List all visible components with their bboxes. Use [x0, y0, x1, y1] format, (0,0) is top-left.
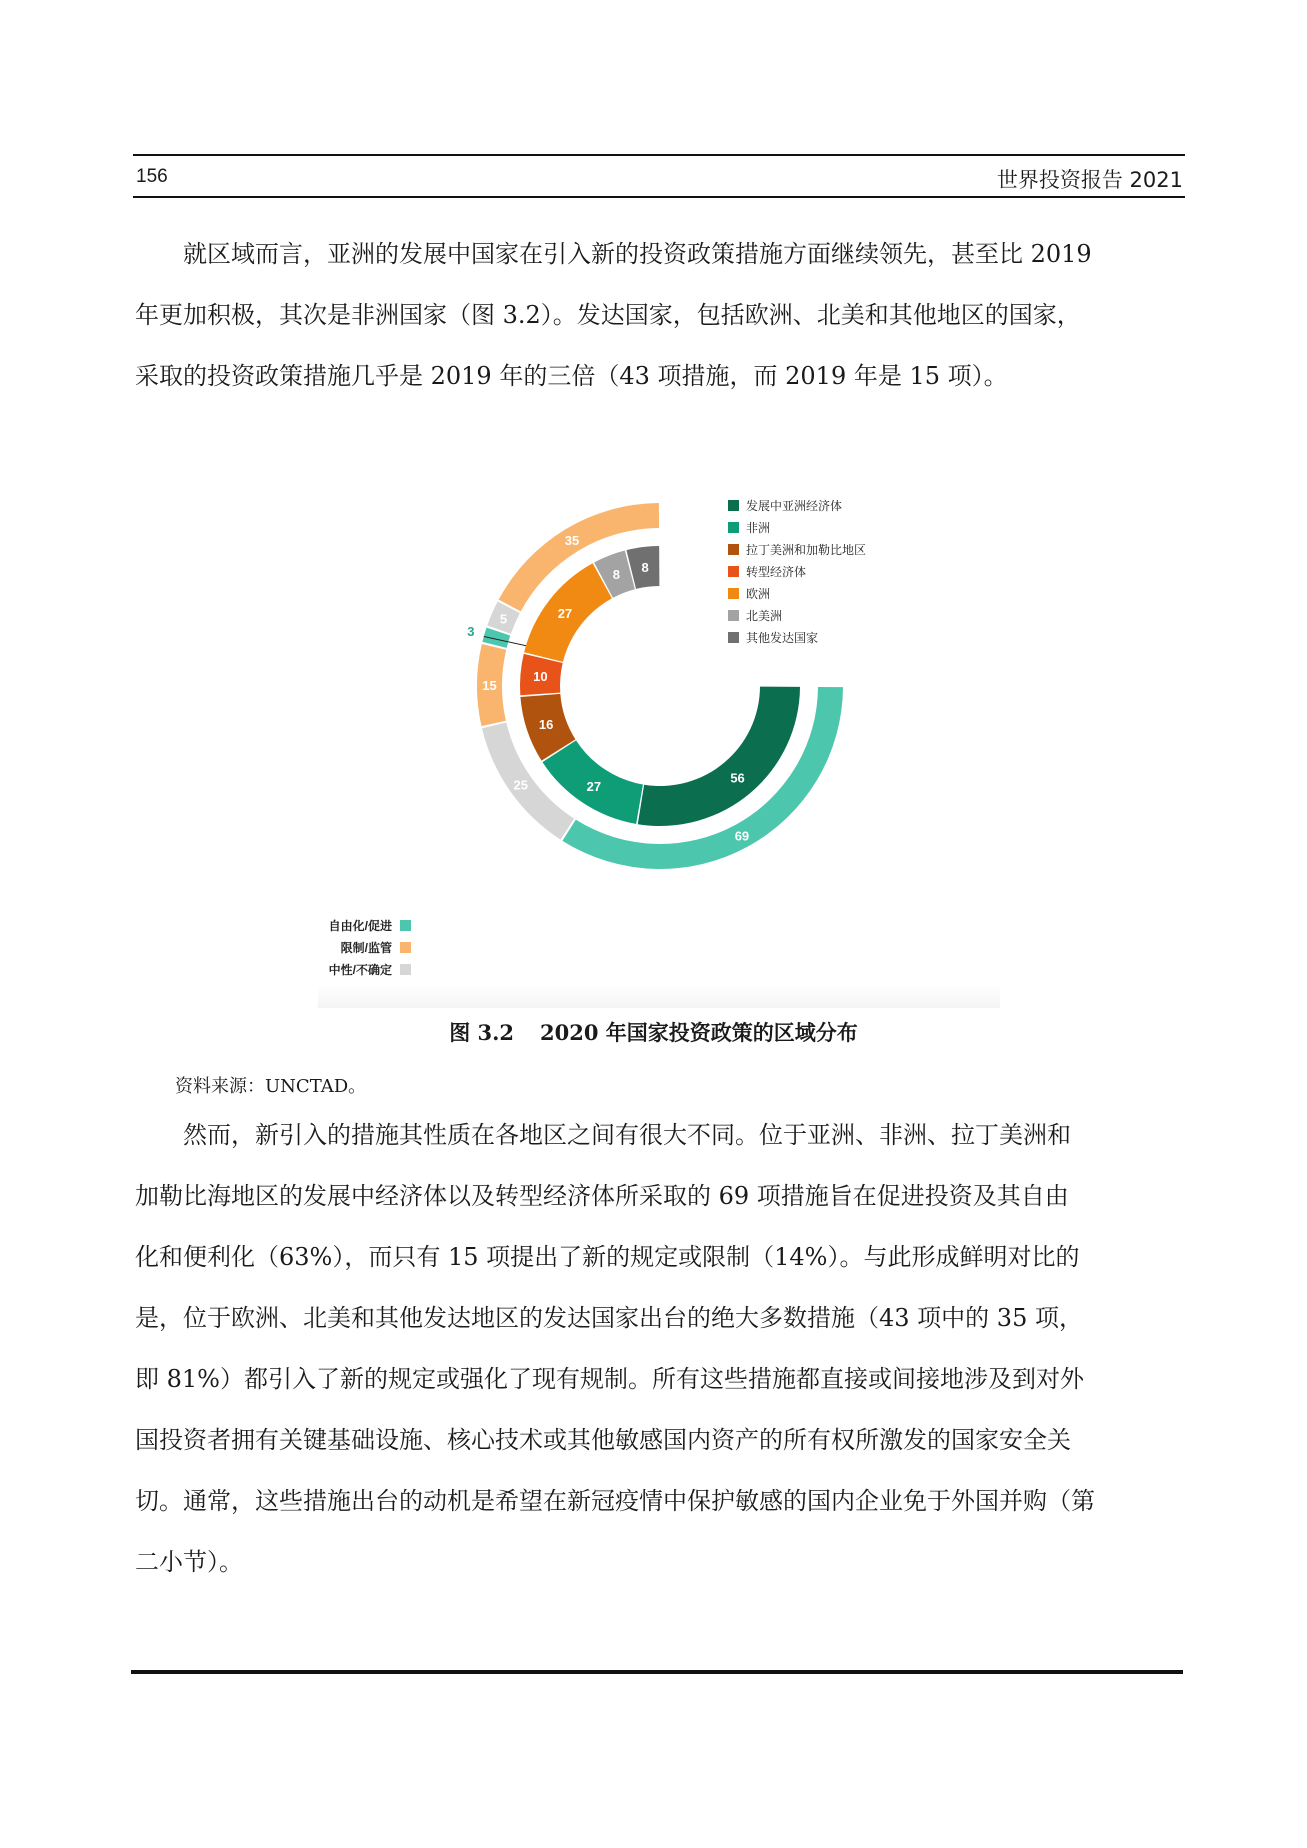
inner-ring-label: 16 — [538, 716, 554, 732]
paragraph-line: 年更加积极，其次是非洲国家（图 3.2）。发达国家，包括欧洲、北美和其他地区的国家， — [135, 301, 1081, 329]
paragraph-line: 然而，新引入的措施其性质在各地区之间有很大不同。位于亚洲、非洲、拉丁美洲和 — [183, 1121, 1071, 1149]
legend-swatch — [400, 942, 411, 953]
inner-ring-label: 8 — [641, 559, 649, 575]
legend-label: 北美洲 — [746, 609, 783, 623]
legend-label: 发展中亚洲经济体 — [746, 499, 843, 513]
legend-swatch — [400, 964, 411, 975]
inner-ring-label: 27 — [586, 779, 602, 795]
paragraph-line: 即 81%）都引入了新的规定或强化了现有规制。所有这些措施都直接或间接地涉及到对外 — [135, 1365, 1084, 1393]
figure-number: 图 3.2 — [449, 1020, 515, 1045]
outer-ring-label: 35 — [564, 532, 580, 548]
running-title: 世界投资报告 2021 — [996, 168, 1183, 192]
legend-label: 非洲 — [746, 521, 771, 535]
legend-swatch — [728, 544, 739, 555]
inner-ring-label: 10 — [533, 669, 548, 685]
footer-rule — [131, 1670, 1183, 1674]
paragraph-line: 二小节）。 — [135, 1548, 243, 1576]
legend-swatch — [728, 522, 739, 533]
legend-label: 转型经济体 — [746, 565, 807, 579]
paragraph-line: 就区域而言，亚洲的发展中国家在引入新的投资政策措施方面继续领先，甚至比 2019 — [183, 240, 1092, 268]
header-top-rule — [133, 154, 1185, 156]
outer-ring-label: 15 — [482, 678, 497, 694]
page-number: 156 — [136, 166, 168, 187]
inner-ring-label: 8 — [612, 567, 620, 583]
figure-3-2 — [318, 450, 1000, 1008]
legend-swatch — [728, 566, 739, 577]
figure-caption — [0, 1017, 1307, 1047]
legend-label: 欧洲 — [746, 587, 771, 601]
inner-ring-label: 56 — [730, 770, 745, 786]
paragraph-line: 国投资者拥有关键基础设施、核心技术或其他敏感国内资产的所有权所激发的国家安全关 — [135, 1426, 1071, 1454]
legend-label: 限制/监管 — [340, 941, 392, 955]
figure-title: 2020 年国家投资政策的区域分布 — [540, 1020, 858, 1045]
header-bottom-rule — [133, 196, 1185, 198]
legend-label: 中性/不确定 — [328, 963, 392, 977]
legend-label: 其他发达国家 — [746, 631, 819, 645]
intro-paragraph — [135, 224, 1175, 407]
figure-bottom-shade — [318, 985, 1000, 1008]
legend-swatch — [728, 500, 739, 511]
outer-ring-label: 69 — [734, 828, 750, 844]
body-paragraph — [135, 1105, 1175, 1593]
paragraph-line: 化和便利化（63%），而只有 15 项提出了新的规定或限制（14%）。与此形成鲜明对比的 — [135, 1243, 1080, 1271]
paragraph-line: 采取的投资政策措施几乎是 2019 年的三倍（43 项措施，而 2019 年是 15 项）。 — [135, 362, 1008, 390]
legend-label: 自由化/促进 — [328, 919, 392, 933]
figure-source: 资料来源：UNCTAD。 — [175, 1076, 367, 1097]
paragraph-line: 是，位于欧洲、北美和其他发达地区的发达国家出台的绝大多数措施（43 项中的 35 项， — [135, 1304, 1083, 1332]
outer-ring-label: 5 — [499, 611, 508, 627]
legend-label: 拉丁美洲和加勒比地区 — [746, 543, 867, 557]
legend-swatch — [728, 588, 739, 599]
outer-ring-label: 3 — [467, 623, 475, 639]
legend-swatch — [728, 632, 739, 643]
paragraph-line: 加勒比海地区的发展中经济体以及转型经济体所采取的 69 项措施旨在促进投资及其自由 — [135, 1182, 1069, 1210]
legend-swatch — [728, 610, 739, 621]
inner-ring-label: 27 — [557, 605, 573, 621]
donut-chart — [318, 450, 1000, 1008]
outer-ring-label: 25 — [513, 777, 528, 793]
legend-swatch — [400, 920, 411, 931]
paragraph-line: 切。通常，这些措施出台的动机是希望在新冠疫情中保护敏感的国内企业免于外国并购（第 — [135, 1487, 1095, 1515]
